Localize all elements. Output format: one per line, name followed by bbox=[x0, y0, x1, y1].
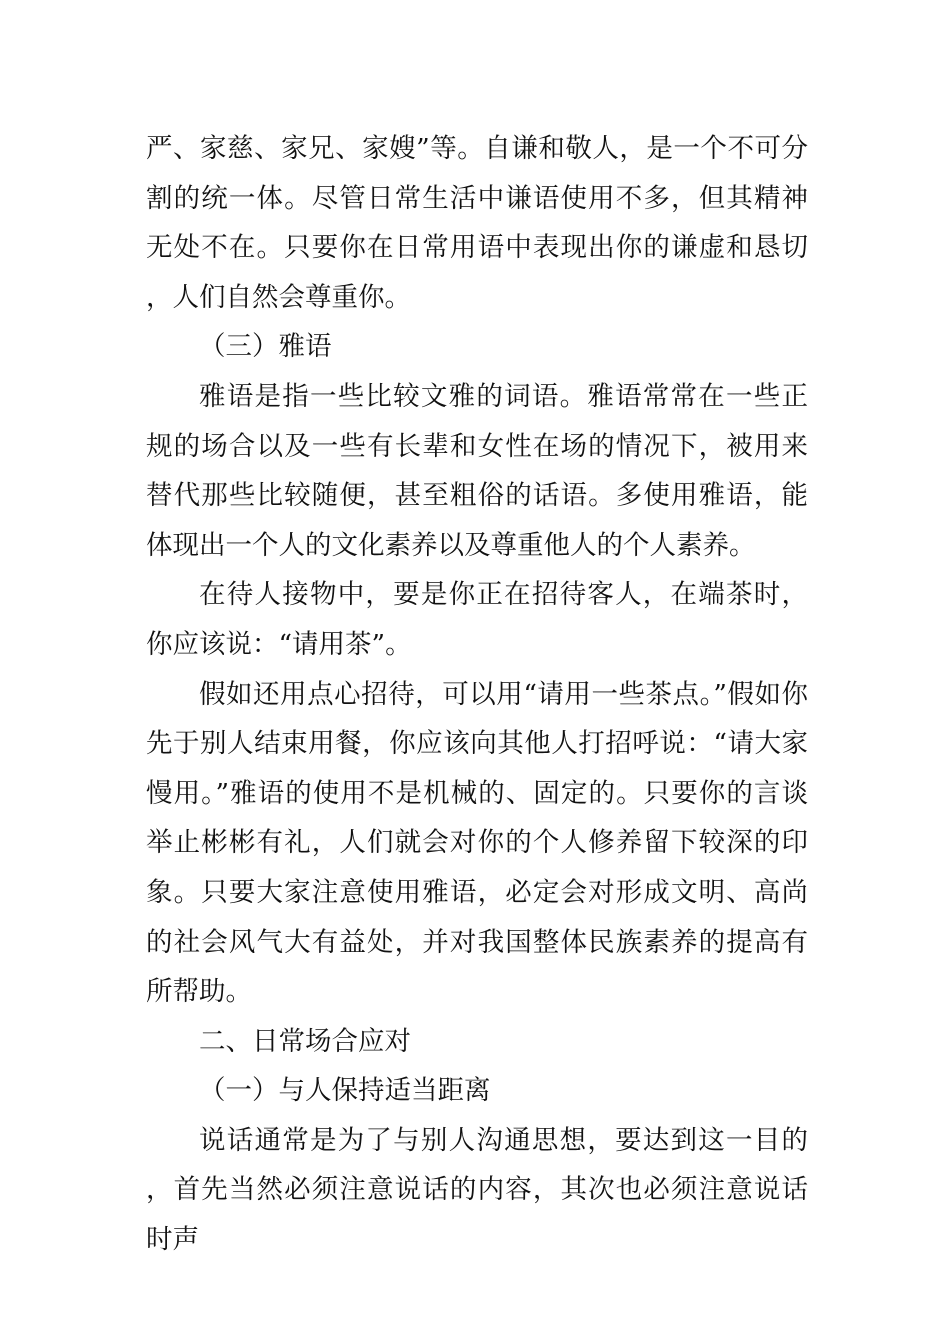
chapter-heading-daily-occasions: 二、日常场合应对 bbox=[199, 1025, 411, 1057]
body-text bbox=[146, 124, 808, 1265]
section-heading-yayu: （三）雅语 bbox=[199, 331, 332, 363]
paragraph-yayu-definition: 雅语是指一些比较文雅的词语。雅语常常在一些正规的场合以及一些有长辈和女性在场的情况下，被用来替代那些比较随便，甚至粗俗的话语。多使用雅语，能体现出一个人的文化素养以及尊重他人的个人素养。 bbox=[146, 380, 808, 561]
section-heading-keep-distance: （一）与人保持适当距离 bbox=[199, 1075, 491, 1107]
paragraph-serving-tea: 在待人接物中，要是你正在招待客人，在端茶时，你应该说：“请用茶”。 bbox=[146, 579, 808, 660]
paragraph-speaking-purpose: 说话通常是为了与别人沟通思想，要达到这一目的，首先当然必须注意说话的内容，其次也必须注意说话时声 bbox=[146, 1124, 808, 1256]
paragraph-continuation: 严、家慈、家兄、家嫂”等。自谦和敬人，是一个不可分割的统一体。尽管日常生活中谦语使用不多，但其精神无处不在。只要你在日常用语中表现出你的谦虚和恳切，人们自然会尊重你。 bbox=[146, 133, 808, 313]
paragraph-snacks-and-meals: 假如还用点心招待，可以用“请用一些茶点。”假如你先于别人结束用餐，你应该向其他人打招呼说：“请大家慢用。”雅语的使用不是机械的、固定的。只要你的言谈举止彬彬有礼，人们就会对你的个人修养留下较深的印象。只要大家注意使用雅语，必定会对形成文明、高尚的社会风气大有益处，并对我国整体民族素养的提高有所帮助。 bbox=[146, 678, 808, 1008]
